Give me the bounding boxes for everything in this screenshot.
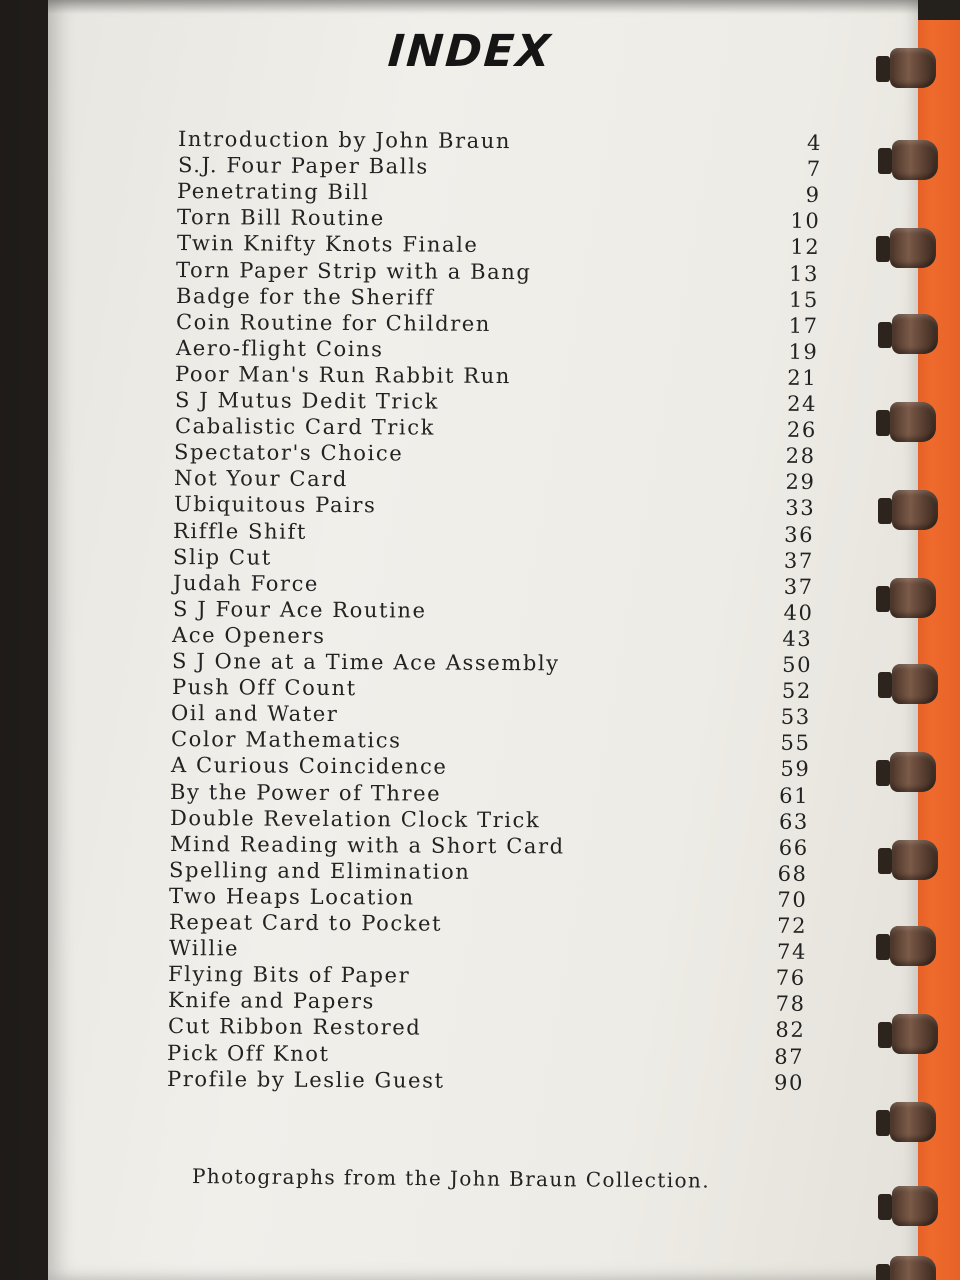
entry-page-number: 15 <box>788 287 820 312</box>
binding-ring <box>878 1014 938 1054</box>
punch-hole <box>878 672 892 698</box>
entry-title: Pick Off Knot <box>167 1040 330 1066</box>
entry-title: Repeat Card to Pocket <box>168 910 443 936</box>
entry-page-number: 37 <box>783 548 815 573</box>
entry-page-number: 4 <box>806 130 823 155</box>
binding-ring <box>878 314 938 354</box>
entry-title: S J Mutus Dedit Trick <box>174 388 440 414</box>
index-entry <box>172 623 822 653</box>
ring-loop <box>890 1102 936 1142</box>
ring-loop <box>892 840 938 880</box>
punch-hole <box>876 236 890 262</box>
punch-hole <box>876 56 890 82</box>
entry-title: Coin Routine for Children <box>175 309 491 336</box>
binding-ring <box>876 926 936 966</box>
entry-title: Ubiquitous Pairs <box>173 492 377 518</box>
entry-title: S J One at a Time Ace Assembly <box>171 649 560 676</box>
index-entry <box>172 597 823 627</box>
index-entry <box>178 153 832 183</box>
ring-loop <box>890 926 936 966</box>
index-entry <box>172 649 822 679</box>
ring-loop <box>890 228 936 268</box>
entry-title: By the Power of Three <box>170 779 442 806</box>
index-entry <box>169 858 818 888</box>
entry-page-number: 55 <box>780 731 811 756</box>
index-entry <box>170 832 819 862</box>
entry-title: S.J. Four Paper Balls <box>177 153 429 179</box>
punch-hole <box>876 586 890 612</box>
index-entry <box>178 127 832 157</box>
entry-title: Color Mathematics <box>170 727 402 753</box>
entry-page-number: 74 <box>776 939 807 964</box>
binding-ring <box>878 1186 938 1226</box>
entry-page-number: 7 <box>806 156 822 182</box>
punch-hole <box>878 498 892 524</box>
punch-hole <box>876 760 890 786</box>
entry-title: Poor Man's Run Rabbit Run <box>175 361 512 388</box>
binding-ring <box>876 578 936 618</box>
binding-ring <box>878 140 938 180</box>
ring-loop <box>890 1256 936 1280</box>
entry-title: Introduction by John Braun <box>177 127 512 154</box>
entry-title: Not Your Card <box>173 466 349 492</box>
entry-title: S J Four Ace Routine <box>172 596 427 623</box>
ring-loop <box>890 48 936 88</box>
entry-title: Riffle Shift <box>173 518 308 544</box>
index-entry <box>170 806 819 836</box>
entry-page-number: 37 <box>783 574 814 599</box>
entry-title: Two Heaps Location <box>169 883 415 910</box>
index-entry <box>175 414 827 444</box>
ring-loop <box>890 578 936 618</box>
entry-title: Mind Reading with a Short Card <box>169 831 565 859</box>
binding-ring <box>876 402 936 442</box>
binding-ring <box>876 752 936 792</box>
index-entry <box>167 1067 814 1097</box>
index-entry <box>175 388 827 418</box>
entry-page-number: 87 <box>774 1044 805 1069</box>
index-entry <box>176 310 829 340</box>
entry-title: Penetrating Bill <box>177 179 370 205</box>
index-entry <box>174 492 825 522</box>
binding-ring <box>878 490 938 530</box>
entry-title: Push Off Count <box>171 675 357 701</box>
entry-title: Twin Knifty Knots Finale <box>176 231 479 258</box>
index-entry <box>175 336 828 366</box>
index-entry <box>171 753 820 783</box>
entry-title: Double Revelation Clock Trick <box>169 805 541 832</box>
entry-page-number: 61 <box>779 783 810 808</box>
ring-loop <box>892 490 938 530</box>
entry-page-number: 28 <box>785 443 817 469</box>
index-entry <box>169 884 818 914</box>
binding-ring <box>876 48 936 88</box>
entry-title: Torn Paper Strip with a Bang <box>176 257 533 284</box>
entry-title: Spelling and Elimination <box>169 857 471 884</box>
entry-title: Cabalistic Card Trick <box>174 414 435 440</box>
entry-page-number: 70 <box>777 887 808 912</box>
entry-page-number: 53 <box>780 704 812 730</box>
entry-page-number: 72 <box>776 913 808 938</box>
punch-hole <box>876 1110 890 1136</box>
index-entry <box>173 571 824 601</box>
entry-title: Knife and Papers <box>167 988 375 1014</box>
binding-ring <box>878 664 938 704</box>
entry-title: Willie <box>168 936 239 961</box>
index-entry <box>168 1014 816 1044</box>
punch-hole <box>878 1022 892 1048</box>
entry-page-number: 63 <box>778 809 810 834</box>
entry-page-number: 21 <box>787 365 818 390</box>
entry-page-number: 33 <box>784 496 816 521</box>
punch-hole <box>878 148 892 174</box>
index-entry <box>169 910 817 940</box>
punch-hole <box>876 1264 890 1280</box>
binding-ring <box>878 840 938 880</box>
entry-title: Judah Force <box>172 570 319 596</box>
entry-title: Slip Cut <box>173 544 272 570</box>
index-entry <box>176 258 829 288</box>
entry-title: Spectator's Choice <box>174 440 404 466</box>
entry-page-number: 43 <box>782 626 813 651</box>
punch-hole <box>878 322 892 348</box>
index-entry <box>168 936 816 966</box>
entry-title: Ace Openers <box>172 622 326 648</box>
index-entry <box>177 231 830 261</box>
entry-title: Torn Bill Routine <box>177 205 385 231</box>
ring-loop <box>890 752 936 792</box>
index-entry <box>173 519 824 549</box>
entry-page-number: 26 <box>786 417 817 443</box>
ring-loop <box>892 314 938 354</box>
index-entry <box>171 675 821 705</box>
entry-page-number: 24 <box>786 391 818 416</box>
entry-page-number: 78 <box>775 992 806 1017</box>
entry-page-number: 76 <box>775 965 807 991</box>
binding-ring <box>876 1102 936 1142</box>
entry-page-number: 90 <box>773 1070 805 1095</box>
entry-page-number: 12 <box>789 235 821 260</box>
binding-ring <box>876 228 936 268</box>
punch-hole <box>878 848 892 874</box>
entry-page-number: 66 <box>778 835 809 860</box>
entry-page-number: 50 <box>781 652 813 677</box>
punch-hole <box>876 410 890 436</box>
spiral-binding <box>868 0 960 1280</box>
entry-title: Flying Bits of Paper <box>168 962 411 988</box>
entry-title: Profile by Leslie Guest <box>166 1066 445 1093</box>
entry-page-number: 29 <box>785 470 816 495</box>
binding-ring <box>876 1256 936 1280</box>
entry-page-number: 9 <box>805 183 822 208</box>
entry-page-number: 13 <box>789 261 820 286</box>
index-entry <box>175 362 827 392</box>
entry-title: Oil and Water <box>171 701 339 727</box>
ring-loop <box>892 1186 938 1226</box>
entry-page-number: 36 <box>784 522 815 547</box>
entry-page-number: 68 <box>777 861 809 886</box>
punch-hole <box>878 1194 892 1220</box>
entry-page-number: 40 <box>782 600 814 625</box>
ring-loop <box>892 1014 938 1054</box>
index-entry <box>167 1041 814 1071</box>
ring-loop <box>890 402 936 442</box>
entry-page-number: 82 <box>774 1018 806 1043</box>
index-entry <box>176 284 829 314</box>
entry-title: A Curious Coincidence <box>170 753 448 780</box>
photo-credit: Photographs from the John Braun Collection. <box>191 1164 711 1193</box>
ring-loop <box>892 664 938 704</box>
entry-title: Cut Ribbon Restored <box>167 1014 422 1040</box>
ring-loop <box>892 140 938 180</box>
entry-page-number: 10 <box>790 209 821 234</box>
punch-hole <box>876 934 890 960</box>
entry-title: Badge for the Sheriff <box>176 283 435 310</box>
entry-page-number: 19 <box>787 339 819 364</box>
entry-page-number: 17 <box>788 313 819 338</box>
entry-title: Aero-flight Coins <box>175 335 384 362</box>
page-title: INDEX <box>386 26 554 77</box>
entry-page-number: 59 <box>779 757 811 782</box>
entry-page-number: 52 <box>781 678 812 704</box>
index-entry <box>170 780 819 810</box>
index-entry <box>173 545 824 575</box>
